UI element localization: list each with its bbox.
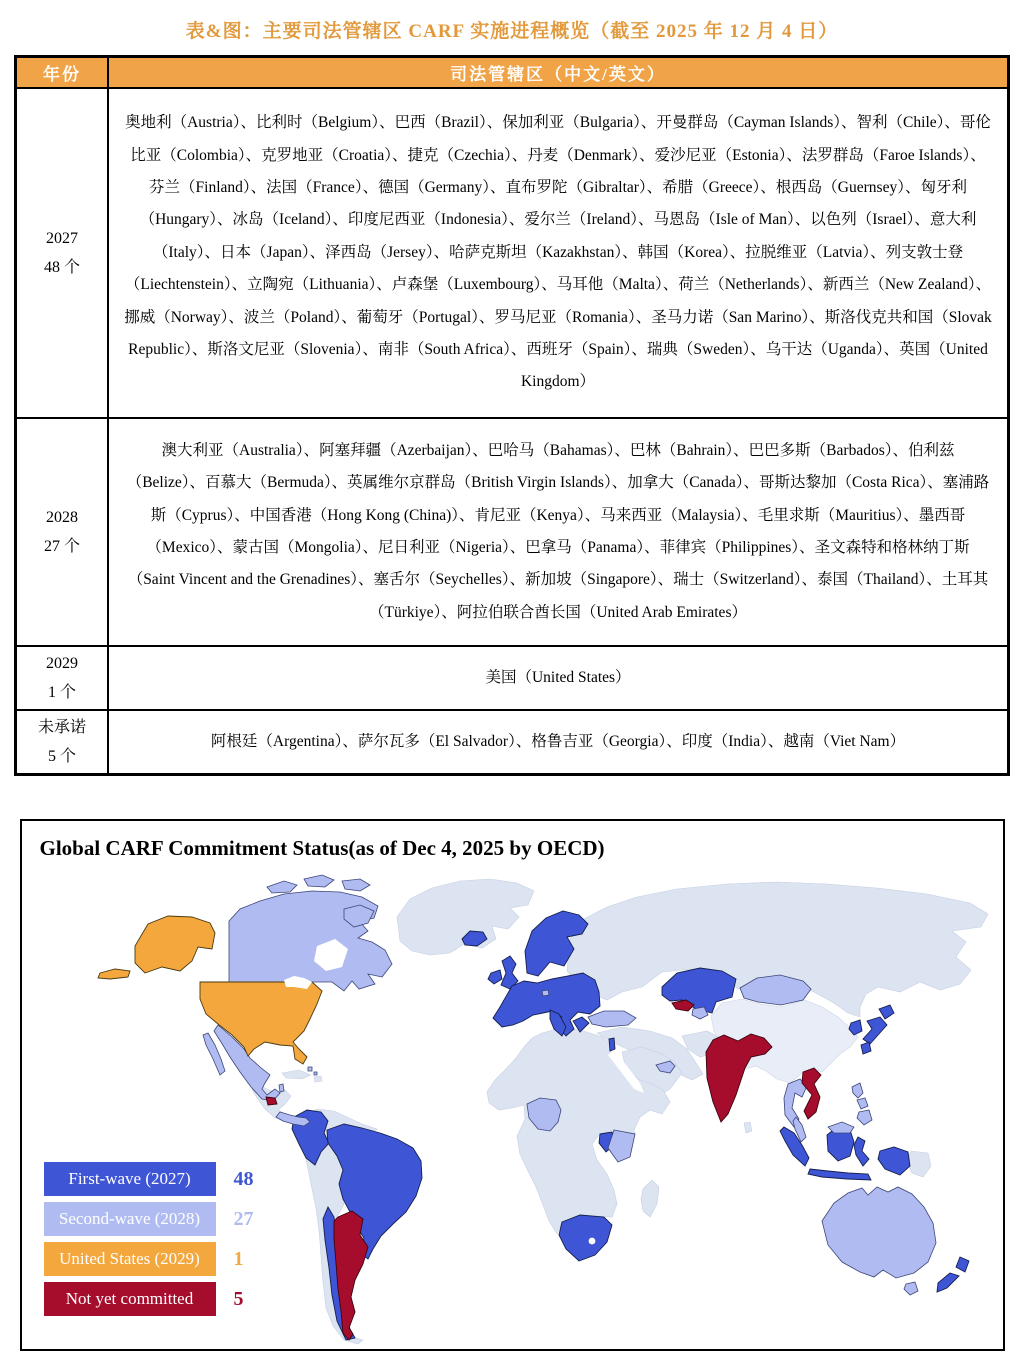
- table-header-row: [16, 57, 1009, 89]
- map-philippines-mindanao: [857, 1110, 872, 1125]
- map-ireland: [488, 970, 502, 984]
- map-india: [706, 1034, 772, 1122]
- map-indonesia-papua: [878, 1147, 910, 1175]
- year-cell-uncommitted: [16, 710, 109, 775]
- map-philippines-visayas: [857, 1098, 868, 1109]
- map-canada-arctic-2: [304, 875, 334, 887]
- map-canada-arctic-1: [267, 881, 297, 893]
- jurisdictions-2028: 澳大利亚（Australia）、阿塞拜疆（Azerbaijan）、巴哈马（Bahamas）、巴林（Bahrain）、巴巴多斯（Barbados）、伯利兹（Belize）、百慕大（Bermuda）、英属维尔京群岛（British Virgin Islands）、加拿大（Canada）、哥斯达黎加（Costa Rica）、塞浦路斯（Cyprus）、中国香港（Hong Kong (China)）、肯尼亚（Kenya）、马来西亚（Malaysia）、毛里求斯（Mauritius）、墨西哥（Mexico）、蒙古国（Mongolia）、尼日利亚（Nigeria）、巴拿马（Panama）、菲律宾（Philippines）、圣文森特和格林纳丁斯（Saint Vincent and the Grenadines）、塞舌尔（Seychelles）、新加坡（Singapore）、瑞士（Switzerland）、泰国（Thailand）、土耳其（Türkiye）、阿拉伯联合酋长国（United Arab Emirates）: [108, 418, 1009, 646]
- jurisdictions-uncommitted: 阿根廷（Argentina）、萨尔瓦多（El Salvador）、格鲁吉亚（Georgia）、印度（India）、越南（Viet Nam）: [108, 710, 1009, 775]
- map-malaysia-borneo: [828, 1122, 854, 1133]
- table-header-jurisdiction: 司法管辖区（中文/英文）: [108, 57, 1009, 89]
- year-cell-2028: [16, 418, 109, 646]
- carf-schedule-table: [14, 55, 1010, 776]
- map-switzerland: [542, 990, 549, 996]
- world-map-panel: [20, 819, 1005, 1351]
- legend-row-not-committed: [44, 1282, 254, 1316]
- map-alaska: [135, 916, 215, 973]
- map-philippines-luzon: [852, 1083, 863, 1098]
- legend-row-second-wave: [44, 1202, 254, 1236]
- map-papua-new-guinea: [907, 1151, 931, 1177]
- year-label: 2028: [46, 509, 78, 526]
- table-row-2027: [16, 88, 1009, 418]
- year-label: 未承诺: [37, 719, 86, 736]
- map-indonesia-sulawesi: [854, 1137, 869, 1166]
- map-japan-honshu: [863, 1017, 887, 1044]
- map-indonesia-java: [808, 1169, 871, 1180]
- map-australia: [822, 1187, 936, 1278]
- map-united-kingdom: [501, 956, 518, 989]
- year-cell-2029: [16, 646, 109, 710]
- jurisdictions-2027: 奥地利（Austria）、比利时（Belgium）、巴西（Brazil）、保加利亚（Bulgaria）、开曼群岛（Cayman Islands）、智利（Chile）、哥伦比亚（Colombia）、克罗地亚（Croatia）、捷克（Czechia）、丹麦（Denmark）、爱沙尼亚（Estonia）、法罗群岛（Faroe Islands）、芬兰（Finland）、法国（France）、德国（Germany）、直布罗陀（Gibraltar）、希腊（Greece）、根西岛（Guernsey）、匈牙利（Hungary）、冰岛（Iceland）、印度尼西亚（Indonesia）、爱尔兰（Ireland）、马恩岛（Isle of Man）、以色列（Israel）、意大利（Italy）、日本（Japan）、泽西岛（Jersey）、哈萨克斯坦（Kazakhstan）、韩国（Korea）、拉脱维亚（Latvia）、列支敦士登（Liechtenstein）、立陶宛（Lithuania）、卢森堡（Luxembourg）、马耳他（Malta）、荷兰（Netherlands）、新西兰（New Zealand）、挪威（Norway）、波兰（Poland）、葡萄牙（Portugal）、罗马尼亚（Romania）、圣马力诺（San Marino）、斯洛伐克共和国（Slovak Republic）、斯洛文尼亚（Slovenia）、南非（South Africa）、西班牙（Spain）、瑞典（Sweden）、乌干达（Uganda）、英国（United Kingdom）: [108, 88, 1009, 418]
- map-canada: [229, 891, 392, 991]
- map-aleutians: [98, 969, 130, 979]
- count-label: 5 个: [47, 748, 76, 765]
- year-label: 2027: [46, 230, 78, 247]
- table-row-uncommitted: [16, 710, 1009, 775]
- legend-swatch-not-committed: Not yet committed: [44, 1282, 216, 1316]
- legend-row-united-states: [44, 1242, 254, 1276]
- year-label: 2029: [46, 655, 78, 672]
- map-sri-lanka: [744, 1122, 752, 1133]
- map-bahamas-2: [314, 1072, 317, 1075]
- map-turkey: [588, 1011, 636, 1027]
- map-bahamas-1: [308, 1067, 312, 1071]
- count-label: 27 个: [43, 538, 80, 555]
- map-tasmania: [904, 1282, 918, 1295]
- legend-count-not-committed: 5: [233, 1287, 244, 1310]
- map-hispaniola: [314, 1076, 322, 1082]
- map-south-africa: [559, 1215, 612, 1261]
- map-japan-kyushu: [861, 1042, 871, 1054]
- legend-count-second-wave: 27: [233, 1207, 254, 1230]
- map-vietnam: [802, 1068, 821, 1119]
- map-canada-arctic-3: [342, 879, 370, 891]
- map-new-zealand-south: [937, 1273, 959, 1292]
- legend-swatch-first-wave: First-wave (2027): [44, 1162, 216, 1196]
- count-label: 48 个: [43, 259, 80, 276]
- map-el-salvador: [266, 1097, 277, 1105]
- map-belize: [279, 1084, 284, 1092]
- table-header-year: 年份: [16, 57, 109, 89]
- map-japan-hokkaido: [879, 1005, 894, 1019]
- jurisdictions-2029: 美国（United States）: [108, 646, 1009, 710]
- map-kenya: [608, 1130, 635, 1162]
- legend-swatch-second-wave: Second-wave (2028): [44, 1202, 216, 1236]
- map-legend: [44, 1162, 254, 1316]
- map-madagascar: [641, 1180, 659, 1217]
- map-lesotho: [588, 1238, 595, 1245]
- table-row-2028: [16, 418, 1009, 646]
- year-cell-2027: [16, 88, 109, 418]
- legend-row-first-wave: [44, 1162, 254, 1196]
- map-title: Global CARF Commitment Status(as of Dec 4, 2025 by OECD): [39, 836, 605, 860]
- legend-swatch-united-states: United States (2029): [44, 1242, 216, 1276]
- count-label: 1 个: [47, 684, 76, 701]
- map-new-zealand-north: [956, 1257, 969, 1272]
- legend-count-united-states: 1: [233, 1247, 244, 1270]
- map-israel: [609, 1038, 615, 1051]
- map-cuba: [282, 1070, 311, 1079]
- legend-count-first-wave: 48: [233, 1167, 254, 1190]
- figure-title: 表&图：主要司法管辖区 CARF 实施进程概览（截至 2025 年 12 月 4 日）: [185, 21, 839, 42]
- table-row-2029: [16, 646, 1009, 710]
